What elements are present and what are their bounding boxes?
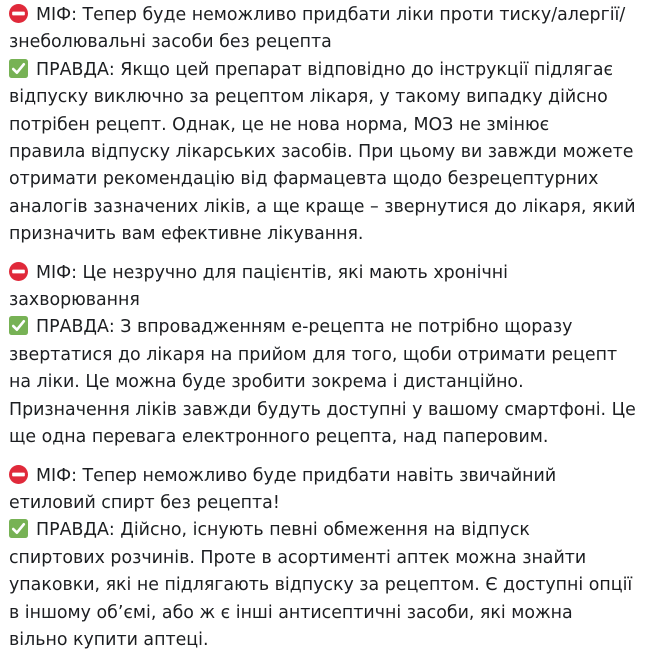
truth-text: ПРАВДА: З впровадженням е-рецепта не потрібно щоразу (36, 317, 573, 338)
truth-line-continued: аналогів зазначених ліків, а ще краще – звернутися до лікаря, який (9, 196, 636, 217)
truth-line-continued: ще одна перевага електронного рецепта, над паперовим. (9, 427, 549, 448)
white-check-mark-emoji-icon (9, 316, 28, 335)
truth-text: ПРАВДА: Дійсно, існують певні обмеження на відпуск (36, 520, 530, 541)
myth-text: МІФ: Це незручно для пацієнтів, які мають хронічні (36, 262, 508, 283)
myth-truth-item-3 (9, 463, 642, 655)
myth-truth-item-1 (9, 2, 642, 249)
truth-line-continued: в іншому об’ємі, або ж є інші антисептичні засоби, які можна (9, 602, 573, 623)
white-check-mark-emoji-icon (9, 519, 28, 538)
myth-line (9, 2, 642, 29)
myth-line-continued: знеболювальні засоби без рецепта (9, 32, 332, 53)
myth-line (9, 260, 642, 287)
myth-line (9, 463, 642, 490)
truth-line (9, 517, 642, 544)
truth-line-continued: упаковки, які не підлягають відпуску за рецептом. Є доступні опції (9, 575, 633, 596)
myth-text: МІФ: Тепер неможливо буде придбати навіть звичайний (36, 465, 557, 486)
myth-line-continued: захворювання (9, 290, 140, 311)
truth-line-continued: отримати рекомендацію від фармацевта щодо безрецептурних (9, 169, 599, 190)
truth-line-continued: Призначення ліків завжди будуть доступні у вашому смартфоні. Це (9, 399, 636, 420)
no-entry-emoji-icon (9, 4, 28, 23)
truth-text: ПРАВДА: Якщо цей препарат відповідно до інструкції підлягає (36, 59, 614, 80)
myth-truth-item-2 (9, 260, 642, 452)
truth-line-continued: звертатися до лікаря на прийом для того, щоби отримати рецепт (9, 344, 618, 365)
white-check-mark-emoji-icon (9, 59, 28, 78)
truth-line-continued: спиртових розчинів. Проте в асортименті аптек можна знайти (9, 547, 587, 568)
truth-line-continued: вільно купити аптеці. (9, 629, 209, 650)
truth-line-continued: потрібен рецепт. Однак, це не нова норма, МОЗ не змінює (9, 114, 550, 135)
myth-line-continued: етиловий спирт без рецепта! (9, 492, 280, 513)
no-entry-emoji-icon (9, 465, 28, 484)
truth-line-continued: відпуску виключно за рецептом лікаря, у такому випадку дійсно (9, 87, 608, 108)
no-entry-emoji-icon (9, 262, 28, 281)
truth-line (9, 57, 642, 84)
truth-line (9, 314, 642, 341)
truth-line-continued: на ліки. Це можна буде зробити зокрема і дистанційно. (9, 372, 524, 393)
truth-line-continued: призначить вам ефективне лікування. (9, 224, 364, 245)
myth-text: МІФ: Тепер буде неможливо придбати ліки проти тиску/алергії/ (36, 5, 626, 25)
truth-line-continued: правила відпуску лікарських засобів. При цьому ви завжди можете (9, 142, 634, 163)
